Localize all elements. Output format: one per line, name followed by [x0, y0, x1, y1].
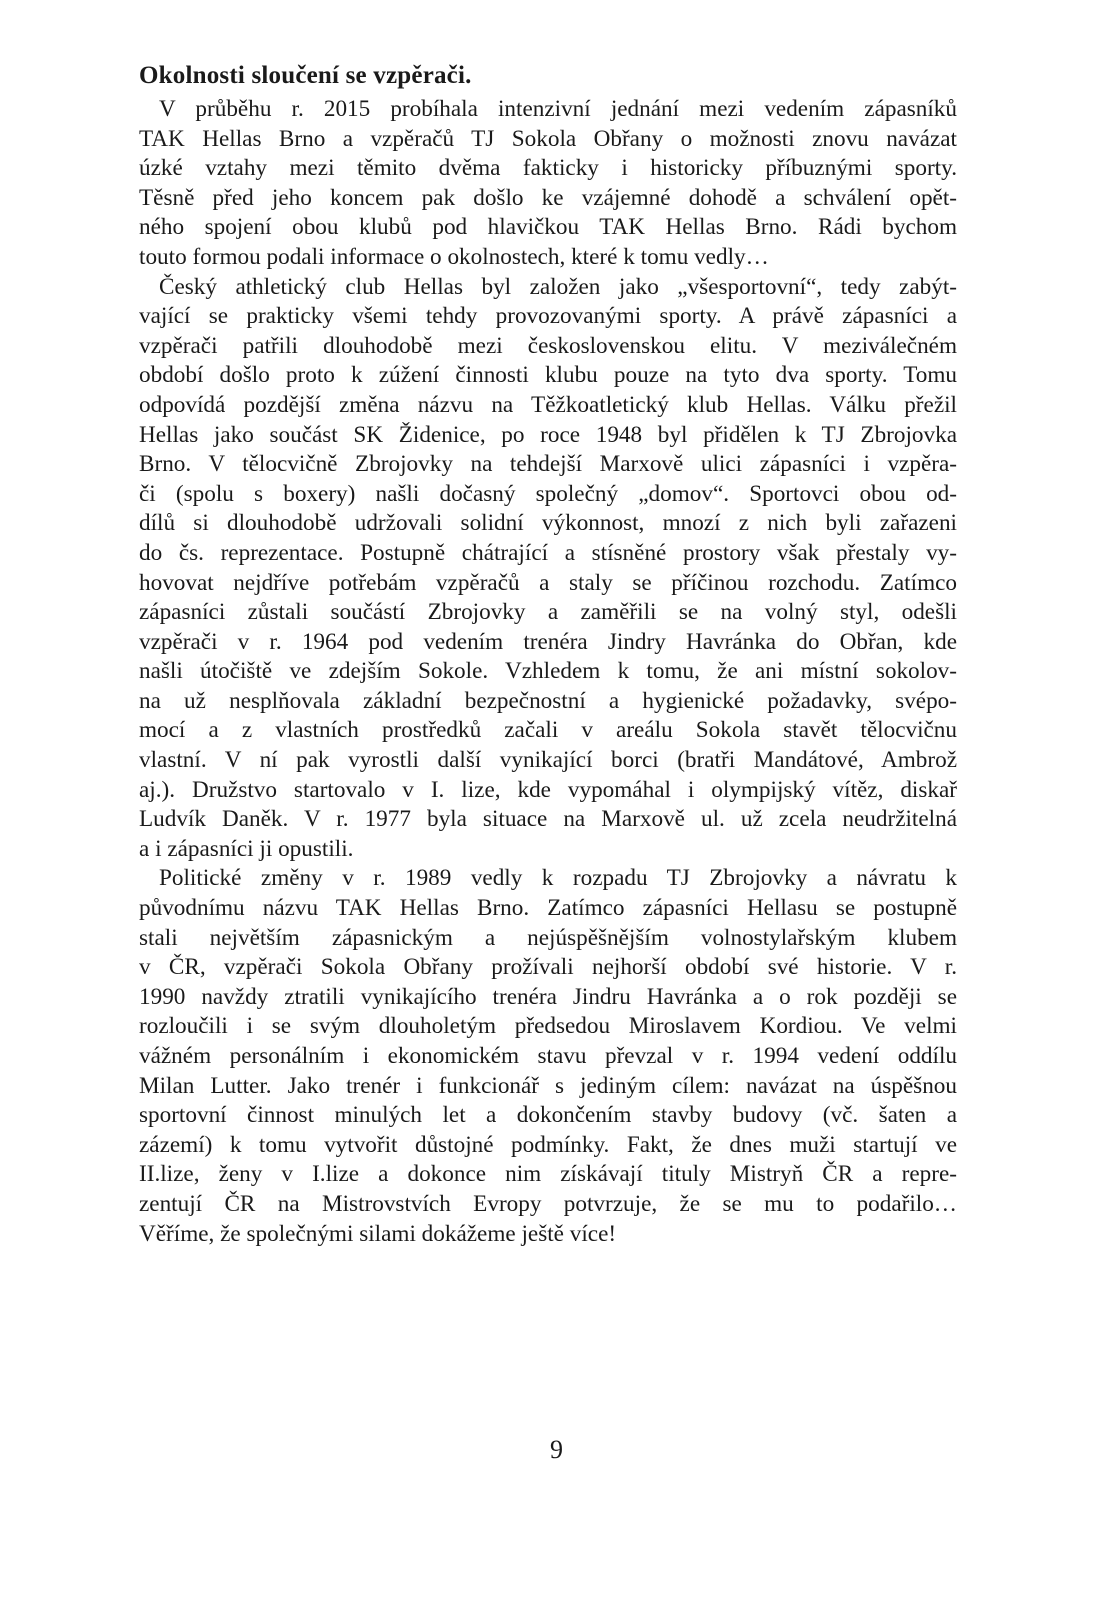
paragraph-line: Věříme, že společnými silami dokážeme ještě více! [139, 1220, 617, 1247]
paragraph-line: 1990 navždy ztratili vynikajícího trenéra Jindru Havránka a o rok později se [139, 983, 957, 1010]
article-heading: Okolnosti sloučení se vzpěrači. [139, 62, 472, 89]
paragraph-line: úzké vztahy mezi těmito dvěma fakticky i historicky příbuznými sporty. [139, 155, 957, 182]
paragraph-line: do čs. reprezentace. Postupně chátrající a stísněné prostory však přestaly vy- [139, 539, 957, 566]
paragraph-line: Český athletický club Hellas byl založen jako „všesportovní“, tedy zabýt- [159, 273, 957, 300]
paragraph-line: na už nesplňovala základní bezpečnostní a hygienické požadavky, svépo- [139, 687, 957, 714]
paragraph-1 [139, 95, 957, 273]
paragraph-line: vážném personálním i ekonomickém stavu převzal v r. 1994 vedení oddílu [139, 1043, 957, 1069]
paragraph-line: či (spolu s boxery) našli dočasný společný „domov“. Sportovci obou od- [139, 480, 957, 507]
paragraph-line: Politické změny v r. 1989 vedly k rozpadu TJ Zbrojovky a návratu k [159, 865, 957, 892]
paragraph-line: a i zápasníci ji opustili. [139, 835, 354, 862]
paragraph-line: Hellas jako součást SK Židenice, po roce 1948 byl přidělen k TJ Zbrojovka [139, 421, 957, 448]
paragraph-line: II.lize, ženy v I.lize a dokonce nim získávají tituly Mistryň ČR a repre- [139, 1161, 957, 1188]
paragraph-line: V průběhu r. 2015 probíhala intenzivní jednání mezi vedením zápasníků [159, 96, 957, 122]
paragraph-line: zázemí) k tomu vytvořit důstojné podmínky. Fakt, že dnes muži startují ve [139, 1131, 957, 1158]
paragraph-line: TAK Hellas Brno a vzpěračů TJ Sokola Obřany o možnosti znovu navázat [139, 125, 957, 152]
paragraph-2 [139, 273, 957, 865]
paragraph-line: vlastní. V ní pak vyrostli další vynikající borci (bratři Mandátové, Ambrož [139, 747, 957, 774]
paragraph-line: odpovídá pozdější změna názvu na Těžkoatletický klub Hellas. Válku přežil [139, 391, 957, 418]
article-body [139, 62, 957, 1249]
paragraph-line: Těsně před jeho koncem pak došlo ke vzájemné dohodě a schválení opět- [139, 184, 957, 211]
paragraph-line: zentují ČR na Mistrovstvích Evropy potvrzuje, že se mu to podařilo… [139, 1190, 957, 1217]
paragraph-line: období došlo proto k zúžení činnosti klubu pouze na tyto dva sporty. Tomu [139, 362, 957, 389]
paragraph-line: Ludvík Daněk. V r. 1977 byla situace na Marxově ul. už zcela neudržitelná [139, 806, 957, 833]
paragraph-line: vající se prakticky všemi tehdy provozovanými sporty. A právě zápasníci a [139, 303, 957, 330]
paragraph-line: vzpěrači v r. 1964 pod vedením trenéra Jindry Havránka do Obřan, kde [139, 628, 957, 655]
paragraph-line: touto formou podali informace o okolnostech, které k tomu vedly… [139, 243, 769, 270]
page-number: 9 [550, 1435, 563, 1464]
paragraph-line: mocí a z vlastních prostředků začali v areálu Sokola stavět tělocvičnu [139, 717, 957, 744]
paragraph-line: dílů si dlouhodobě udržovali solidní výkonnost, mnozí z nich byli zařazeni [139, 510, 957, 537]
paragraph-3 [139, 864, 957, 1249]
paragraph-line: aj.). Družstvo startovalo v I. lize, kde vypomáhal i olympijský vítěz, diskař [139, 776, 957, 803]
paragraph-line: našli útočiště ve zdejším Sokole. Vzhledem k tomu, že ani místní sokolov- [139, 658, 957, 685]
paragraph-line: v ČR, vzpěrači Sokola Obřany prožívali nejhorší období své historie. V r. [139, 954, 957, 981]
paragraph-line: hovovat nejdříve potřebám vzpěračů a staly se příčinou rozchodu. Zatímco [139, 569, 957, 596]
paragraph-line: Milan Lutter. Jako trenér i funkcionář s jediným cílem: navázat na úspěšnou [139, 1072, 957, 1099]
paragraph-line: vzpěrači patřili dlouhodobě mezi československou elitu. V meziválečném [139, 332, 957, 359]
paragraph-line: stali největším zápasnickým a nejúspěšnějším volnostylařským klubem [139, 924, 957, 951]
paragraph-line: Brno. V tělocvičně Zbrojovky na tehdejší Marxově ulici zápasníci i vzpěra- [139, 451, 957, 478]
paragraph-line: sportovní činnost minulých let a dokončením stavby budovy (vč. šaten a [139, 1102, 957, 1129]
paragraph-line: původnímu názvu TAK Hellas Brno. Zatímco zápasníci Hellasu se postupně [139, 895, 957, 922]
paragraph-line: rozloučili i se svým dlouholetým předsedou Miroslavem Kordiou. Ve velmi [139, 1013, 957, 1040]
paragraph-line: zápasníci zůstali součástí Zbrojovky a zaměřili se na volný styl, odešli [139, 599, 957, 626]
paragraph-line: ného spojení obou klubů pod hlavičkou TAK Hellas Brno. Rádi bychom [139, 214, 957, 241]
